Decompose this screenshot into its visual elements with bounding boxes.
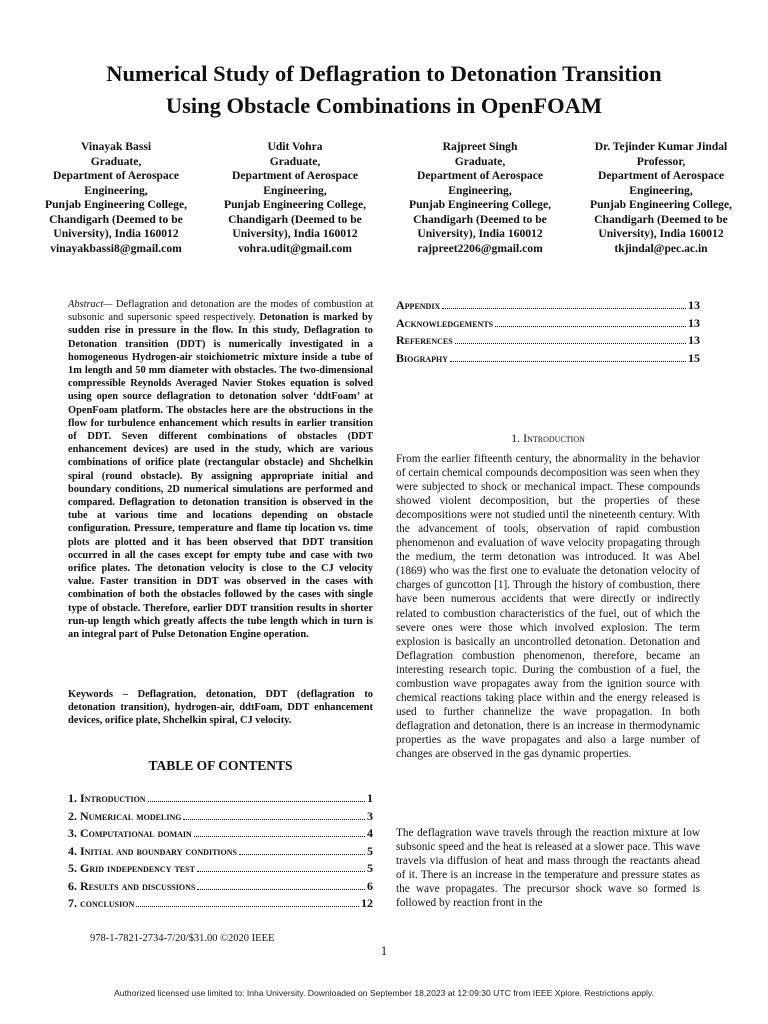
author-college: Punjab Engineering College,	[223, 198, 367, 211]
author-college: Punjab Engineering College,	[44, 198, 188, 211]
toc-title: TABLE OF CONTENTS	[148, 758, 293, 773]
toc-entry-label: References	[396, 333, 453, 347]
toc-entry-page: 13	[688, 315, 700, 330]
author-dept: Department of Aerospace	[598, 169, 724, 182]
toc-entry	[68, 826, 373, 844]
section-title: Introduction	[523, 431, 585, 445]
abstract-first-sentence: Deflagration and detonation are the modes of combustion at subsonic and supersonic speed respectively.	[68, 299, 373, 324]
author-name: Udit Vohra	[267, 140, 323, 153]
toc-leader	[197, 880, 365, 890]
author-name: Dr. Tejinder Kumar Jindal	[594, 140, 728, 153]
author-college: Punjab Engineering College,	[408, 198, 552, 211]
toc-entry	[68, 861, 373, 879]
author-dept-2: Engineering,	[629, 183, 693, 197]
keywords: Keywords – Deflagration, detonation, DDT (deflagration to detonation transition), hydrogen-air, ddtFoam, DDT enhancement devices, orifice plate, Shchelkin spiral, CJ velocity.	[68, 689, 373, 727]
section-number: 1.	[511, 431, 521, 445]
toc-leader	[495, 317, 686, 327]
author-3	[390, 140, 570, 256]
toc-entry-page: 6	[367, 878, 373, 893]
author-name: Rajpreet Singh	[442, 140, 518, 153]
author-univ: University), India 160012	[232, 227, 358, 240]
toc-leader	[442, 299, 686, 309]
toc-entry-label: 2. Numerical modeling	[68, 808, 182, 823]
paper-title	[30, 58, 738, 122]
page-number: 1	[380, 944, 388, 958]
author-dept: Department of Aerospace	[53, 169, 179, 182]
author-dept: Department of Aerospace	[232, 169, 358, 182]
toc-entry	[68, 896, 373, 914]
toc-entry	[68, 879, 373, 897]
toc-entry	[68, 809, 373, 827]
appendix-toc	[396, 298, 700, 368]
title-line-2: Using Obstacle Combinations in OpenFOAM	[165, 93, 603, 118]
toc-entry-label: 4. Initial and boundary conditions	[68, 843, 237, 858]
author-dept-2: Engineering,	[448, 183, 512, 197]
author-role: Professor,	[636, 154, 686, 168]
toc-entry-page: 15	[688, 350, 700, 365]
author-college: Punjab Engineering College,	[589, 198, 733, 211]
abstract-body: Detonation is marked by sudden rise in pressure in the flow. In this study, Deflagration to Detonation transition (DDT) is numerically investigated in a homogeneous Hydrogen-air stoichiometric mixture inside a tube of 1m length and 50 mm diameter with obstacles. The two-dimensional compressible Reynolds Averaged Navier Stokes equation is solved using open source deflagration to detonation solver ‘ddtFoam’ at OpenFoam platform. The obstacles here are the obstructions in the flow for turbulence enhancement which results in earlier transition of DDT. Seven different combinations of obstacles (DDT enhancement devices) are used in the study, which are various combinations of orifice plate (rectangular obstacle) and Shchelkin spiral (round obstacle). By assigning appropriate initial and boundary conditions, 2D numerical simulations are performed and compared. Deflagration to detonation transition is observed in the tube at various time and locations depending on obstacle configuration. Pressure, temperature and flame tip location vs. time plots are plotted and it has been observed that DDT transition occurred in all the cases except for empty tube and case with two orifice plates. The detonation velocity is close to the CJ velocity value. Faster transition in DDT was observed in the cases with combination of both the obstacles followed by the cases with single type of obstacle. Therefore, earlier DDT transition results in shorter run-up length which greatly affects the tube length which in turn is an integral part of Pulse Detonation Engine operation.	[68, 312, 373, 641]
author-email: vohra.udit@gmail.com	[238, 241, 352, 255]
toc-leader	[239, 845, 365, 855]
section-heading-introduction	[396, 431, 700, 446]
toc-entry-label: 1. Introduction	[68, 791, 146, 805]
copyright-line: 978-1-7821-2734-7/20/$31.00 ©2020 IEEE	[90, 933, 275, 944]
intro-paragraph-2: The deflagration wave travels through the reaction mixture at low subsonic speed and the heat is released at a slower pace. This wave travels via diffusion of heat and mass through the reactants ahead of it. There is an increase in the temperature and pressure states as the wave propagates. The precursor shock wave so formed is followed by reaction front in the	[396, 827, 700, 910]
author-city: Chandigarh (Deemed to be	[49, 212, 183, 226]
author-univ: University), India 160012	[598, 227, 724, 240]
toc-entry-label: 6. Results and discussions	[68, 878, 196, 893]
toc-entry-page: 3	[367, 808, 373, 823]
author-univ: University), India 160012	[417, 227, 543, 240]
toc-entry-page: 12	[361, 896, 373, 910]
toc-entry	[68, 791, 373, 809]
toc-leader	[183, 810, 365, 820]
license-notice: Authorized licensed use limited to: Inha University. Downloaded on September 18,2023 at 12:09:30 UTC from IEEE Xplore. Restrictions apply.	[114, 988, 654, 998]
author-email: tkjindal@pec.ac.in	[614, 241, 708, 255]
toc-leader	[455, 334, 686, 344]
author-name: Vinayak Bassi	[80, 140, 152, 153]
author-1	[26, 140, 206, 256]
author-dept-2: Engineering,	[263, 183, 327, 197]
toc-entry-page: 4	[367, 826, 373, 840]
author-dept: Department of Aerospace	[417, 169, 543, 182]
toc-leader	[148, 792, 365, 802]
toc-entry-page: 1	[367, 791, 373, 805]
toc-entry	[396, 333, 700, 351]
author-email: vinayakbassi8@gmail.com	[50, 241, 182, 255]
author-role: Graduate,	[90, 154, 142, 168]
author-city: Chandigarh (Deemed to be	[413, 212, 547, 226]
toc-leader	[136, 897, 359, 907]
toc-entry-label: Acknowledgements	[396, 315, 494, 330]
author-email: rajpreet2206@gmail.com	[417, 241, 543, 255]
toc-entry	[396, 351, 700, 369]
author-dept-2: Engineering,	[84, 183, 148, 197]
toc-entry-label: 7. conclusion	[68, 896, 135, 910]
toc-entry	[396, 298, 700, 316]
author-role: Graduate,	[454, 154, 506, 168]
author-2	[205, 140, 385, 256]
toc-entry-page: 13	[688, 298, 700, 312]
intro-paragraph-1: From the earlier fifteenth century, the abnormality in the behavior of certain chemical compounds decomposition was seen when they were subjected to shock or mechanical impact. These compounds showed violent decomposition, but the properties of these decompositions were not studied until the nineteenth century. With the advancement of tools, observation of rapid combustion phenomenon and evaluation of wave velocity propagating through the medium, the term detonation was introduced. It was Abel (1869) who was the first one to evaluate the detonation velocity of charges of guncotton [1]. Through the history of combustion, there have been numerous accidents that were directly or indirectly related to combustion characteristics of the fuel, out of which the severe ones were those which involved explosion. The term explosion is basically an uncontrolled detonation. Detonation and Deflagration combustion phenomenon, therefore, became an interesting research topic. During the combustion of a fuel, the combustion wave propagates away from the ignition source with chemical reactions taking place within and the energy released is used to further channelize the wave propagation. In both deflagration and detonation, there is an increase in thermodynamic properties as the wave propagates and also a large number of changes are observed in the gas dynamic properties.	[396, 453, 700, 760]
author-4	[571, 140, 751, 256]
title-line-1: Numerical Study of Deflagration to Detonation Transition	[106, 61, 662, 86]
toc-leader	[194, 827, 365, 837]
toc-entry-label: Appendix	[396, 298, 441, 312]
toc-entry	[396, 316, 700, 334]
toc-entry-label: Biography	[396, 350, 449, 365]
toc-leader	[197, 862, 365, 872]
toc-leader	[450, 352, 686, 362]
toc-entry-page: 5	[367, 861, 373, 875]
abstract	[68, 298, 373, 641]
abstract-lead: Abstract—	[68, 299, 113, 310]
toc-entry-page: 13	[688, 333, 700, 347]
author-city: Chandigarh (Deemed to be	[594, 212, 728, 226]
toc-entry	[68, 844, 373, 862]
author-role: Graduate,	[269, 154, 321, 168]
toc-entry-label: 3. Computational domain	[68, 826, 192, 840]
toc-entry-page: 5	[367, 843, 373, 858]
author-city: Chandigarh (Deemed to be	[228, 212, 362, 226]
table-of-contents	[68, 791, 373, 914]
author-univ: University), India 160012	[53, 227, 179, 240]
toc-entry-label: 5. Grid independency test	[68, 861, 195, 875]
